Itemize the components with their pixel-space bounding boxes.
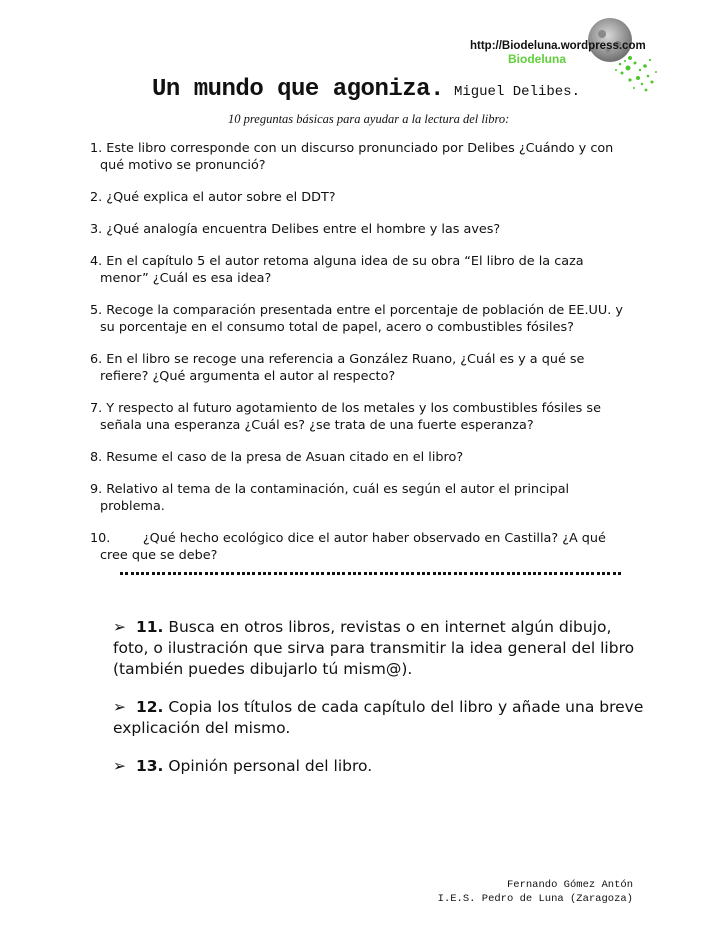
task-number: 12. <box>135 698 164 716</box>
separator-dot <box>411 572 414 575</box>
question-item <box>90 253 670 287</box>
separator-dot <box>274 572 277 575</box>
separator-dot <box>199 572 202 575</box>
separator-dot <box>284 572 287 575</box>
question-item <box>90 189 670 206</box>
separator-dot <box>210 572 213 575</box>
task-item <box>113 756 673 777</box>
separator-dot <box>258 572 261 575</box>
separator-dot <box>602 572 605 575</box>
question-line: señala una esperanza ¿Cuál es? ¿se trata de una fuerte esperanza? <box>100 418 534 433</box>
separator-dot <box>194 572 197 575</box>
separator-dot <box>120 572 123 575</box>
separator-dot <box>523 572 526 575</box>
separator-dot <box>438 572 441 575</box>
question-line: 2. ¿Qué explica el autor sobre el DDT? <box>90 190 336 205</box>
question-line: problema. <box>100 499 165 514</box>
separator-dot <box>342 572 345 575</box>
separator-dot <box>538 572 541 575</box>
separator-dot <box>401 572 404 575</box>
separator-dot <box>475 572 478 575</box>
blog-url: http://Biodeluna.wordpress.com <box>470 40 646 52</box>
task-list <box>113 617 673 794</box>
separator-dot <box>570 572 573 575</box>
separator-dot <box>311 572 314 575</box>
separator-dot <box>295 572 298 575</box>
question-line: 10. ¿Qué hecho ecológico dice el autor haber observado en Castilla? ¿A qué <box>90 531 606 546</box>
question-item <box>90 140 670 174</box>
separator-dot <box>316 572 319 575</box>
separator-dot <box>358 572 361 575</box>
separator-dot <box>231 572 234 575</box>
separator-dot <box>528 572 531 575</box>
task-text: Opinión personal del libro. <box>168 757 373 775</box>
separator-dot <box>152 572 155 575</box>
separator-dot <box>390 572 393 575</box>
separator-dot <box>178 572 181 575</box>
arrow-bullet-icon: ➢ <box>113 618 126 636</box>
task-item <box>113 697 673 739</box>
arrow-bullet-icon: ➢ <box>113 698 126 716</box>
separator-dot <box>221 572 224 575</box>
separator-dot <box>533 572 536 575</box>
blog-brand: Biodeluna <box>508 52 567 66</box>
separator-dot <box>544 572 547 575</box>
separator-dot <box>247 572 250 575</box>
question-line: 5. Recoge la comparación presentada entre el porcentaje de población de EE.UU. y <box>90 303 623 318</box>
task-line: foto, o ilustración que sirva para transmitir la idea general del libro <box>113 639 635 657</box>
separator-dot <box>417 572 420 575</box>
separator-dot <box>263 572 266 575</box>
question-line: 7. Y respecto al futuro agotamiento de los metales y los combustibles fósiles se <box>90 401 601 416</box>
separator-dot <box>459 572 462 575</box>
separator-dot <box>321 572 324 575</box>
separator-dot <box>491 572 494 575</box>
separator-dot <box>279 572 282 575</box>
question-item <box>90 481 670 515</box>
separator-dot <box>591 572 594 575</box>
separator-dot <box>480 572 483 575</box>
separator-dot <box>252 572 255 575</box>
separator-dot <box>305 572 308 575</box>
separator-dot <box>226 572 229 575</box>
question-line: 4. En el capítulo 5 el autor retoma alguna idea de su obra “El libro de la caza <box>90 254 584 269</box>
question-item <box>90 449 670 466</box>
separator-dot <box>448 572 451 575</box>
separator-dot <box>141 572 144 575</box>
question-line: 8. Resume el caso de la presa de Asuan citado en el libro? <box>90 450 464 465</box>
question-line: su porcentaje en el consumo total de papel, acero o combustibles fósiles? <box>100 320 574 335</box>
separator-dot <box>507 572 510 575</box>
separator-dot <box>607 572 610 575</box>
separator-dot <box>422 572 425 575</box>
separator-dot <box>576 572 579 575</box>
separator-dot <box>290 572 293 575</box>
separator-dot <box>443 572 446 575</box>
separator-dot <box>560 572 563 575</box>
separator-dot <box>136 572 139 575</box>
separator-dot <box>554 572 557 575</box>
separator-dot <box>168 572 171 575</box>
separator-dot <box>162 572 165 575</box>
separator-dot <box>427 572 430 575</box>
separator-dot <box>512 572 515 575</box>
separator-dot <box>470 572 473 575</box>
separator-dot <box>348 572 351 575</box>
separator-dot <box>565 572 568 575</box>
separator-dot <box>374 572 377 575</box>
task-line: (también puedes dibujarlo tú mism@). <box>113 660 413 678</box>
separator-dot <box>184 572 187 575</box>
book-title: Un mundo que agoniza. <box>152 76 444 103</box>
question-line: qué motivo se pronunció? <box>100 158 266 173</box>
task-line: explicación del mismo. <box>113 719 291 737</box>
separator-dot <box>613 572 616 575</box>
separator-dot <box>364 572 367 575</box>
separator-dot <box>327 572 330 575</box>
task-line <box>113 697 673 718</box>
separator-dot <box>215 572 218 575</box>
separator-dot <box>597 572 600 575</box>
task-line <box>113 756 673 777</box>
separator-dot <box>268 572 271 575</box>
dotted-separator <box>120 572 625 578</box>
task-item <box>113 617 673 680</box>
question-line: cree que se debe? <box>100 548 218 563</box>
separator-dot <box>369 572 372 575</box>
separator-dot <box>385 572 388 575</box>
separator-dot <box>300 572 303 575</box>
separator-dot <box>549 572 552 575</box>
task-number: 13. <box>135 757 164 775</box>
footer-author: Fernando Gómez Antón <box>506 879 633 891</box>
separator-dot <box>406 572 409 575</box>
separator-dot <box>353 572 356 575</box>
separator-dot <box>454 572 457 575</box>
question-line: 1. Este libro corresponde con un discurso pronunciado por Delibes ¿Cuándo y con <box>90 141 614 156</box>
separator-dot <box>485 572 488 575</box>
separator-dot <box>242 572 245 575</box>
separator-dot <box>501 572 504 575</box>
question-item <box>90 221 670 238</box>
question-item <box>90 351 670 385</box>
task-number: 11. <box>135 618 164 636</box>
question-line: 9. Relativo al tema de la contaminación, cuál es según el autor el principal <box>90 482 570 497</box>
separator-dot <box>173 572 176 575</box>
separator-dot <box>464 572 467 575</box>
task-text: Copia los títulos de cada capítulo del libro y añade una breve <box>168 698 644 716</box>
task-text: Busca en otros libros, revistas o en internet algún dibujo, <box>168 618 612 636</box>
task-line <box>113 617 673 638</box>
separator-dot <box>189 572 192 575</box>
separator-dot <box>380 572 383 575</box>
footer-school: I.E.S. Pedro de Luna (Zaragoza) <box>437 893 633 905</box>
question-line: refiere? ¿Qué argumenta el autor al respecto? <box>100 369 396 384</box>
separator-dot <box>337 572 340 575</box>
separator-dot <box>586 572 589 575</box>
subtitle: 10 preguntas básicas para ayudar a la lectura del libro: <box>228 112 510 126</box>
separator-dot <box>157 572 160 575</box>
separator-dot <box>395 572 398 575</box>
separator-dot <box>433 572 436 575</box>
separator-dot <box>517 572 520 575</box>
question-line: 3. ¿Qué analogía encuentra Delibes entre el hombre y las aves? <box>90 222 501 237</box>
separator-dot <box>332 572 335 575</box>
separator-dot <box>618 572 621 575</box>
question-item <box>90 302 670 336</box>
separator-dot <box>125 572 128 575</box>
question-line: 6. En el libro se recoge una referencia a González Ruano, ¿Cuál es y a qué se <box>90 352 585 367</box>
separator-dot <box>237 572 240 575</box>
question-line: menor” ¿Cuál es esa idea? <box>100 271 272 286</box>
title-row <box>152 76 580 103</box>
question-item <box>90 530 670 564</box>
footer <box>438 878 633 906</box>
separator-dot <box>205 572 208 575</box>
separator-dot <box>496 572 499 575</box>
book-author: Miguel Delibes. <box>453 84 580 100</box>
separator-dot <box>131 572 134 575</box>
separator-dot <box>581 572 584 575</box>
question-list <box>90 140 670 579</box>
question-item <box>90 400 670 434</box>
separator-dot <box>146 572 149 575</box>
arrow-bullet-icon: ➢ <box>113 757 126 775</box>
